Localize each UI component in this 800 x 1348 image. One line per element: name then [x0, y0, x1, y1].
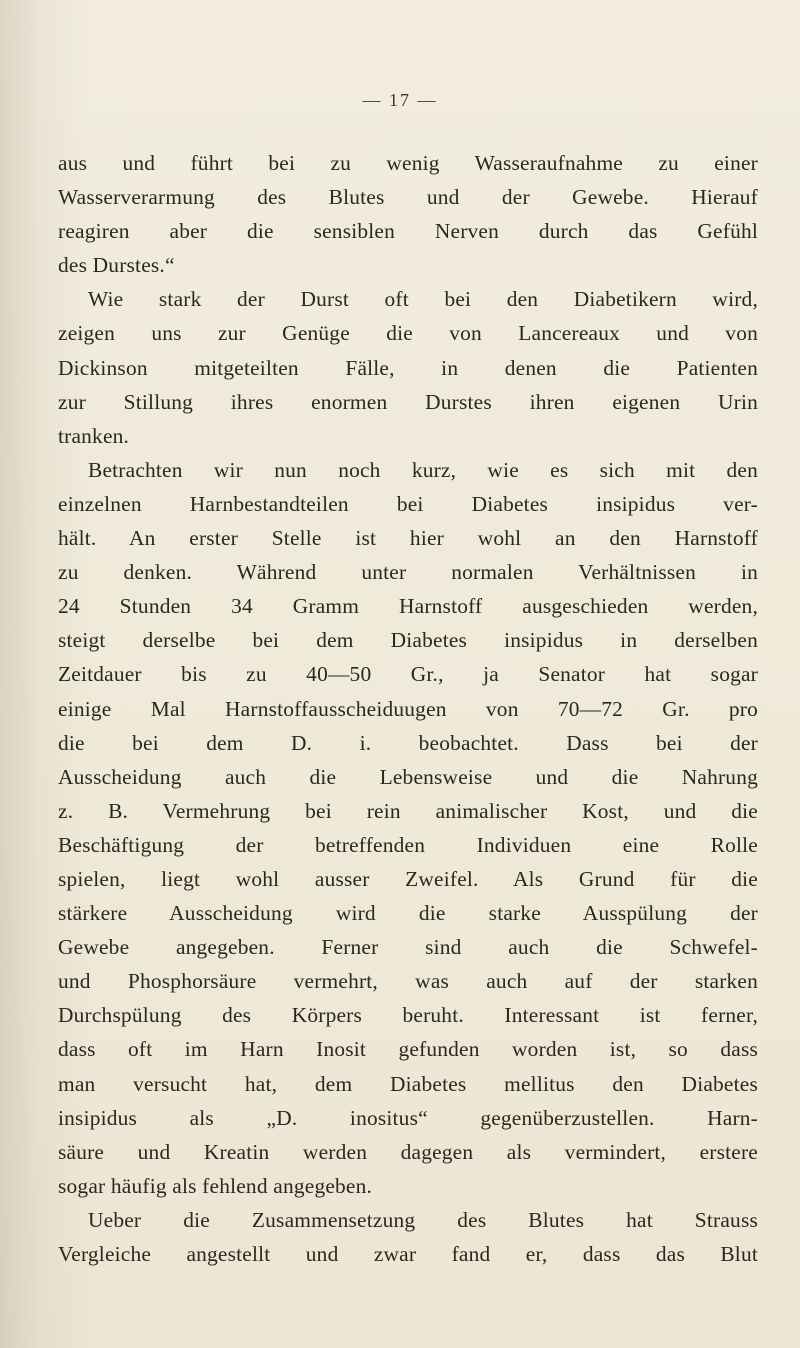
text-line: Wie stark der Durst oft bei den Diabetikern wird, — [88, 287, 758, 312]
text-line: reagiren aber die sensiblen Nerven durch das Gefühl — [58, 219, 758, 244]
text-line: Betrachten wir nun noch kurz, wie es sich mit den — [88, 457, 758, 482]
text-line: die bei dem D. i. beobachtet. Dass bei der — [58, 730, 758, 755]
text-line: Ueber die Zusammensetzung des Blutes hat Strauss — [88, 1207, 758, 1232]
text-line: stärkere Ausscheidung wird die starke Ausspülung der — [58, 901, 758, 926]
text-line: zu denken. Während unter normalen Verhältnissen in — [58, 560, 758, 585]
text-line: einzelnen Harnbestandteilen bei Diabetes insipidus ver- — [58, 491, 758, 516]
text-line: Ausscheidung auch die Lebensweise und die Nahrung — [58, 764, 758, 789]
body-text — [58, 146, 758, 1271]
text-line: zur Stillung ihres enormen Durstes ihren eigenen Urin — [58, 389, 758, 414]
text-line: Durchspülung des Körpers beruht. Interessant ist ferner, — [58, 1003, 758, 1028]
text-line: Vergleiche angestellt und zwar fand er, dass das Blut — [58, 1242, 758, 1266]
text-line: des Durstes.“ — [58, 253, 175, 278]
text-line: säure und Kreatin werden dagegen als vermindert, erstere — [58, 1139, 758, 1164]
text-line: z. B. Vermehrung bei rein animalischer Kost, und die — [58, 798, 758, 823]
text-line: hält. An erster Stelle ist hier wohl an den Harnstoff — [58, 526, 758, 551]
text-line: spielen, liegt wohl ausser Zweifel. Als Grund für die — [58, 866, 758, 891]
text-line: insipidus als „D. inositus“ gegenüberzustellen. Harn- — [58, 1105, 758, 1130]
text-line: man versucht hat, dem Diabetes mellitus den Diabetes — [58, 1071, 758, 1096]
text-line: Beschäftigung der betreffenden Individuen eine Rolle — [58, 832, 758, 857]
text-line: aus und führt bei zu wenig Wasseraufnahme zu einer — [58, 151, 758, 175]
text-line: und Phosphorsäure vermehrt, was auch auf der starken — [58, 969, 758, 994]
text-line: steigt derselbe bei dem Diabetes insipidus in derselben — [58, 628, 758, 653]
text-line: dass oft im Harn Inosit gefunden worden ist, so dass — [58, 1037, 758, 1062]
text-line: sogar häufig als fehlend angegeben. — [58, 1173, 373, 1198]
text-line: zeigen uns zur Genüge die von Lancereaux und von — [58, 321, 758, 346]
text-line: Zeitdauer bis zu 40—50 Gr., ja Senator hat sogar — [58, 662, 758, 687]
text-line: tranken. — [58, 423, 130, 448]
text-line: einige Mal Harnstoffausscheiduugen von 70—72 Gr. pro — [58, 696, 758, 721]
text-line: Dickinson mitgeteilten Fälle, in denen die Patienten — [58, 355, 758, 380]
text-line: 24 Stunden 34 Gramm Harnstoff ausgeschieden werden, — [58, 594, 758, 619]
page-number: — 17 — — [362, 90, 438, 110]
text-line: Wasserverarmung des Blutes und der Gewebe. Hierauf — [58, 185, 758, 210]
text-line: Gewebe angegeben. Ferner sind auch die Schwefel- — [58, 935, 758, 960]
